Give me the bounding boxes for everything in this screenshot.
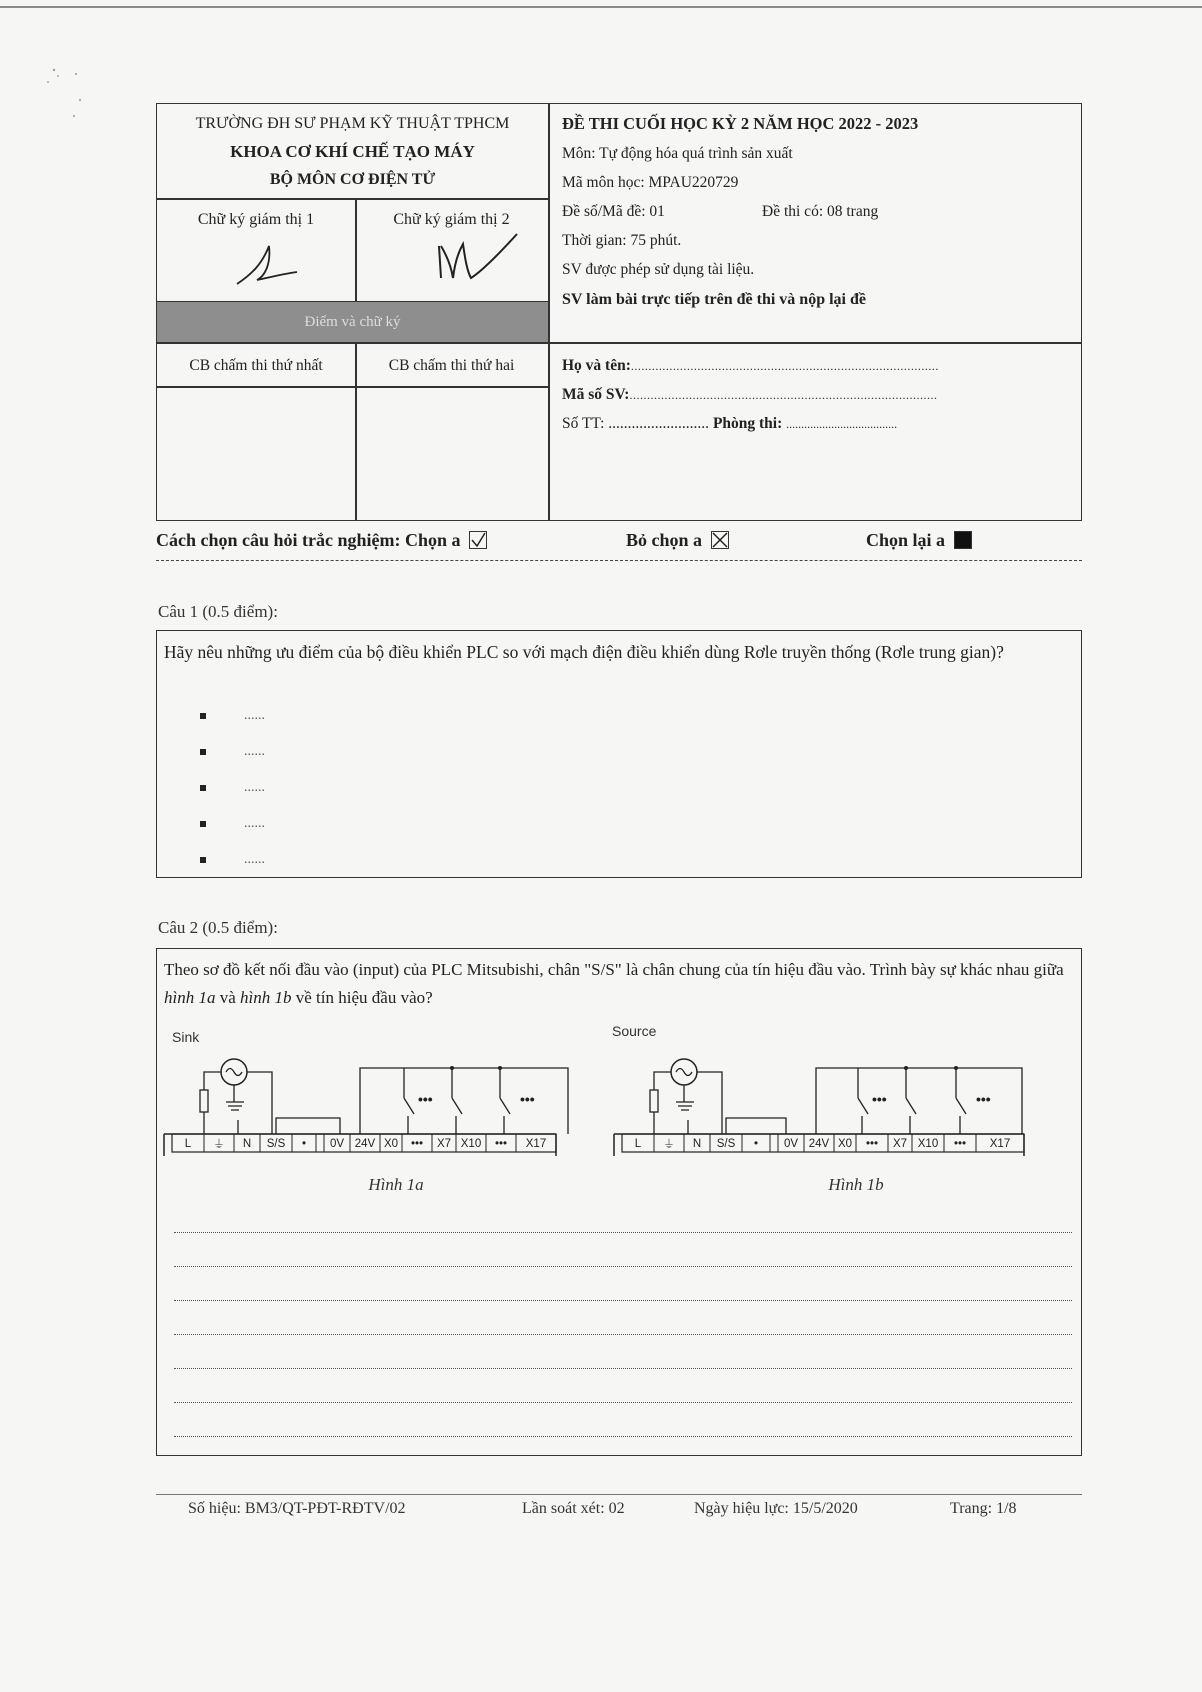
effective-date: Ngày hiệu lực: 15/5/2020	[694, 1500, 858, 1517]
switch-dots: •••	[520, 1091, 535, 1107]
q1-label: Câu 1 (0.5 điểm):	[158, 602, 278, 621]
terminal-label: S/S	[266, 1138, 286, 1150]
q2-and: và	[215, 988, 241, 1007]
terminal-label: 24V	[354, 1138, 376, 1150]
terminal-label: L	[184, 1138, 192, 1150]
form-code: Số hiệu: BM3/QT-PĐT-RĐTV/02	[188, 1500, 406, 1517]
terminal-label: •••	[410, 1138, 424, 1150]
exam-number: Đề số/Mã đề: 01	[562, 203, 665, 220]
submission-instruction: SV làm bài trực tiếp trên đề thi và nộp lại đề	[562, 291, 866, 308]
materials-note: SV được phép sử dụng tài liệu.	[562, 261, 755, 278]
terminal-label: X0	[383, 1138, 399, 1150]
q1-bullet-list	[200, 706, 265, 886]
terminal-label: 0V	[783, 1138, 799, 1150]
choice-legend-lead: Cách chọn câu hỏi trắc nghiệm: Chọn a	[156, 530, 461, 550]
list-item[interactable]: ......	[200, 814, 265, 850]
terminal-label: •••	[865, 1138, 879, 1150]
name-input-dots[interactable]: ........................................................................................	[630, 359, 939, 373]
terminal-label: X7	[892, 1138, 908, 1150]
exam-header-table	[156, 103, 1082, 521]
answer-line[interactable]	[174, 1266, 1072, 1267]
plc-input-wiring-diagram	[156, 1020, 1082, 1200]
q2-question-text	[164, 956, 1076, 1012]
answer-line[interactable]	[174, 1368, 1072, 1369]
q2-text-a: Theo sơ đồ kết nối đầu vào (input) của PLC Mitsubishi, chân "S/S" là chân chung của tín hiệu đầu vào. Trình bày sự khác nhau giữa	[164, 960, 1064, 979]
answer-line[interactable]	[174, 1402, 1072, 1403]
checked-box-icon	[469, 531, 487, 549]
answer-line[interactable]	[174, 1334, 1072, 1335]
deselect-legend-text: Bỏ chọn a	[626, 530, 703, 550]
terminal-label: X17	[989, 1138, 1011, 1150]
deselect-legend	[626, 530, 729, 550]
crossed-box-icon	[711, 531, 729, 549]
answer-line[interactable]	[174, 1232, 1072, 1233]
footer-divider	[156, 1494, 1082, 1495]
proctor2-signature	[427, 216, 537, 296]
exam-time: Thời gian: 75 phút.	[562, 232, 682, 249]
room-label: Phòng thi:	[712, 415, 783, 432]
figure-1a	[164, 1059, 568, 1194]
terminal-label: X7	[436, 1138, 452, 1150]
scan-specks	[40, 60, 110, 130]
page-number: Trang: 1/8	[950, 1500, 1017, 1517]
terminal-label: X17	[525, 1138, 547, 1150]
terminal-label: X10	[460, 1138, 482, 1150]
score-signature-label: Điểm và chữ ký	[304, 313, 401, 330]
school-name: TRƯỜNG ĐH SƯ PHẠM KỸ THUẬT TPHCM	[195, 115, 510, 132]
switch-dots: •••	[872, 1091, 887, 1107]
caption-1a: Hình 1a	[368, 1175, 424, 1194]
list-item[interactable]: ......	[200, 850, 265, 886]
proctor2-label: Chữ ký giám thị 2	[393, 211, 510, 228]
proctor1-signature	[227, 234, 307, 294]
reselect-legend-text: Chọn lại a	[866, 530, 946, 550]
answer-line[interactable]	[174, 1300, 1072, 1301]
grader1-label: CB chấm thi thứ nhất	[189, 357, 323, 374]
grader2-label: CB chấm thi thứ hai	[388, 357, 515, 374]
reselect-legend	[866, 530, 972, 550]
list-item[interactable]: ......	[200, 778, 265, 814]
subject-code: Mã môn học: MPAU220729	[562, 174, 739, 191]
filled-box-icon	[954, 531, 972, 549]
sink-label: Sink	[172, 1029, 200, 1045]
student-id-label: Mã số SV:	[562, 386, 630, 403]
switch-dots: •••	[418, 1091, 433, 1107]
proctor1-label: Chữ ký giám thị 1	[197, 211, 315, 228]
q1-question-text: Hãy nêu những ưu điểm của bộ điều khiển PLC so với mạch điện điều khiển dùng Rơle truyền thống (Rơle trung gian)?	[164, 642, 1004, 662]
terminal-label: 0V	[329, 1138, 345, 1150]
room-input-dots[interactable]: .....................................	[786, 417, 898, 431]
faculty-name: KHOA CƠ KHÍ CHẾ TẠO MÁY	[230, 142, 475, 161]
caption-1b: Hình 1b	[828, 1175, 884, 1194]
terminal-label: •••	[953, 1138, 967, 1150]
list-item[interactable]: ......	[200, 706, 265, 742]
terminal-label: ⏚	[213, 1139, 225, 1151]
q1-answer-box[interactable]	[156, 630, 1082, 878]
revision: Lần soát xét: 02	[522, 1500, 625, 1517]
seq-number-field[interactable]: Số TT: ..........................	[562, 415, 710, 432]
q2-fig-b-ref: hình 1b	[240, 988, 292, 1007]
terminal-label: ⏚	[663, 1139, 675, 1151]
terminal-label: L	[634, 1138, 642, 1150]
terminal-label: S/S	[716, 1138, 736, 1150]
student-id-input-dots[interactable]: ........................................................................................	[629, 388, 938, 402]
scan-top-edge	[0, 6, 1202, 8]
subject-name: Môn: Tự động hóa quá trình sản xuất	[562, 145, 793, 162]
q2-fig-a-ref: hình 1a	[164, 988, 216, 1007]
choice-legend	[156, 530, 487, 550]
terminal-label: •	[301, 1138, 307, 1150]
answer-line[interactable]	[174, 1436, 1072, 1437]
name-label: Họ và tên:	[562, 357, 631, 374]
page-count: Đề thi có: 08 trang	[762, 203, 879, 220]
terminal-label: •	[753, 1138, 759, 1150]
terminal-label: 24V	[808, 1138, 830, 1150]
exam-title: ĐỀ THI CUỐI HỌC KỲ 2 NĂM HỌC 2022 - 2023	[562, 114, 919, 133]
terminal-label: N	[242, 1138, 252, 1150]
q2-label: Câu 2 (0.5 điểm):	[158, 918, 278, 937]
list-item[interactable]: ......	[200, 742, 265, 778]
department-name: BỘ MÔN CƠ ĐIỆN TỬ	[269, 171, 436, 188]
terminal-label: •••	[494, 1138, 508, 1150]
figure-1b	[614, 1059, 1024, 1194]
terminal-label: N	[692, 1138, 702, 1150]
source-label: Source	[612, 1023, 657, 1039]
q2-text-b: về tín hiệu đầu vào?	[291, 988, 433, 1007]
terminal-label: X0	[837, 1138, 853, 1150]
switch-dots: •••	[976, 1091, 991, 1107]
terminal-label: X10	[917, 1138, 939, 1150]
legend-divider	[156, 560, 1082, 561]
